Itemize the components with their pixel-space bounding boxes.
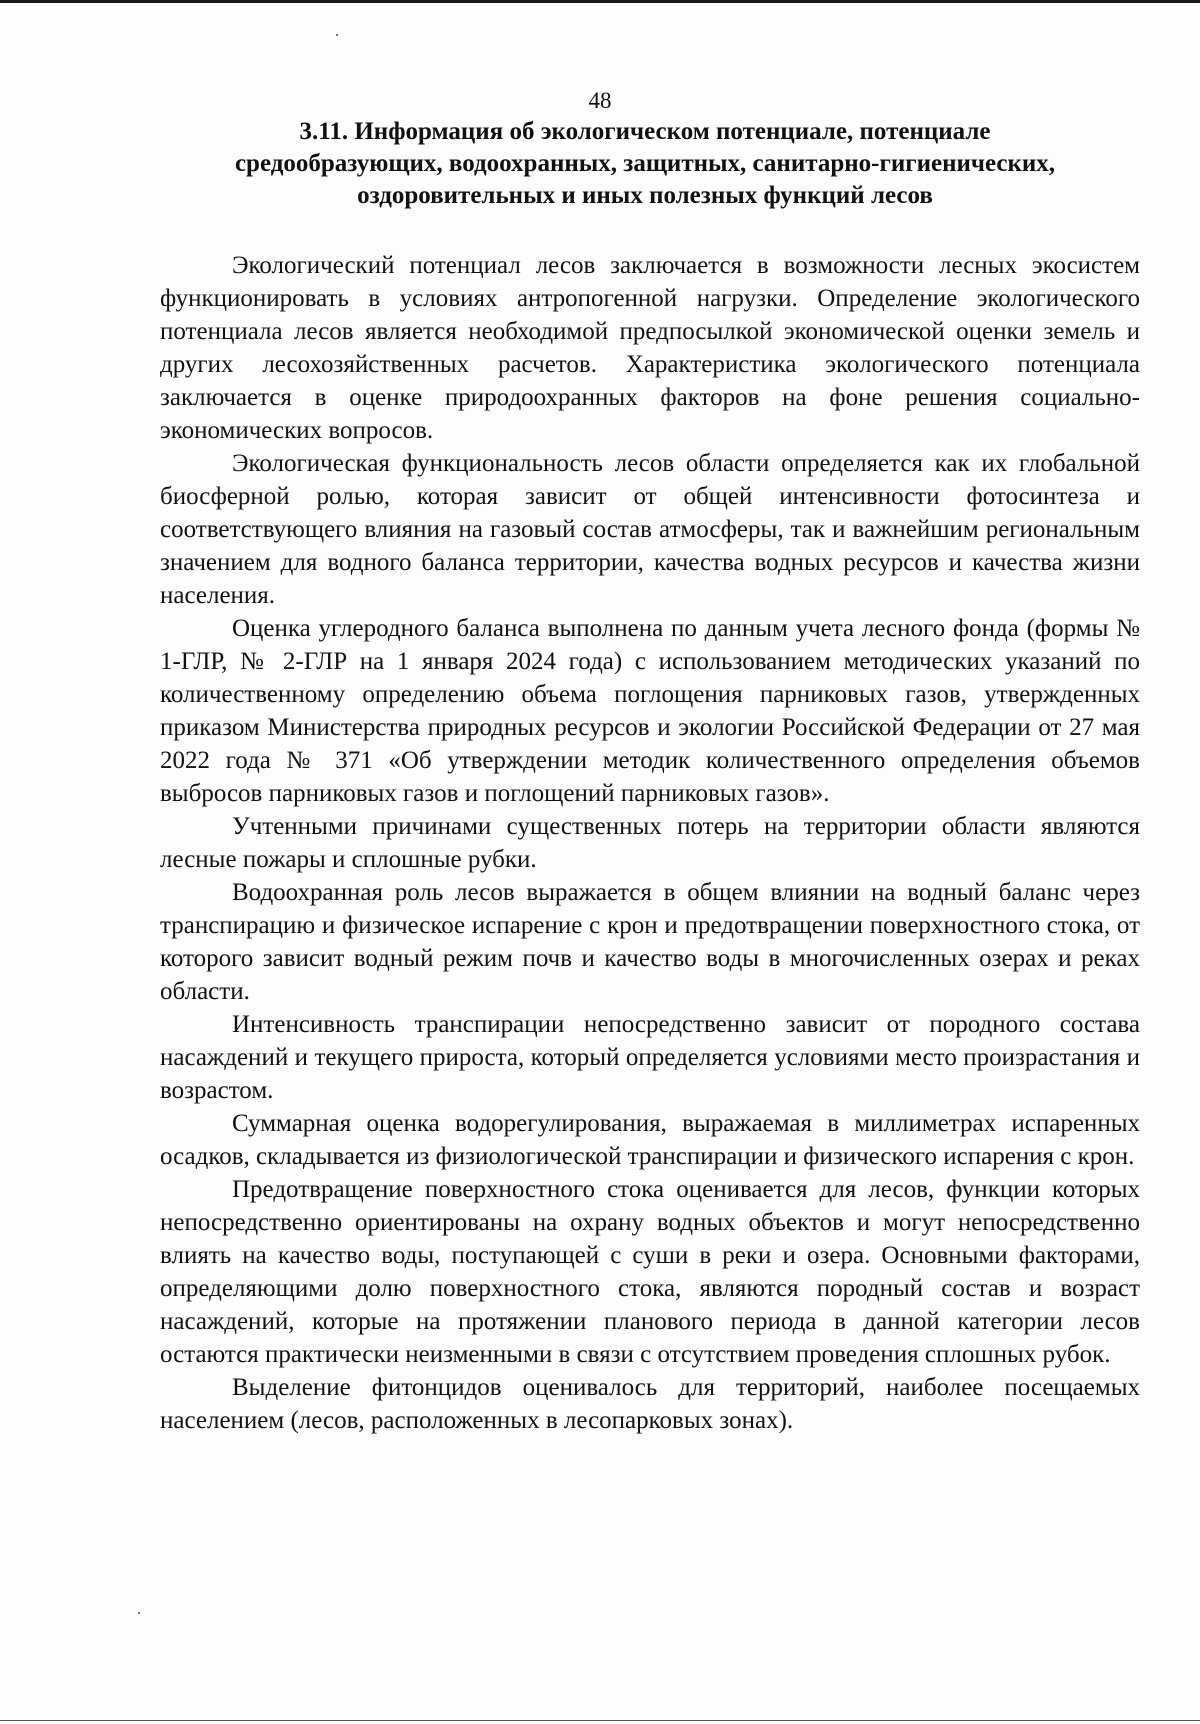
paragraph: Экологическая функциональность лесов области определяется как их глобальной биосферной ролью, которая зависит от общей интенсивности фотосинтеза и соответствующего влияния на газовый состав атмосферы, так и важнейшим региональным значением для водного баланса территории, качества водных ресурсов и качества жизни населения. bbox=[160, 450, 1140, 609]
scan-bottom-edge bbox=[0, 1720, 1200, 1721]
paragraph: Водоохранная роль лесов выражается в общем влиянии на водный баланс через транспирацию и физическое испарение с крон и предотвращении поверхностного стока, от которого зависит водный режим почв и качество воды в многочисленных озерах и реках области. bbox=[160, 879, 1140, 1005]
section-title-line: оздоровительных и иных полезных функций лесов bbox=[357, 182, 933, 209]
paragraph: Суммарная оценка водорегулирования, выражаемая в миллиметрах испаренных осадков, складывается из физиологической транспирации и физического испарения с крон. bbox=[160, 1110, 1140, 1170]
page-number: 48 bbox=[588, 88, 612, 113]
paragraph: Предотвращение поверхностного стока оценивается для лесов, функции которых непосредственно ориентированы на охрану водных объектов и могут непосредственно влиять на качество воды, поступающей с суши в реки и озера. Основными факторами, определяющими долю поверхностного стока, являются породный состав и возраст насаждений, которые на протяжении планового периода в данной категории лесов остаются практически неизменными в связи с отсутствием проведения сплошных рубок. bbox=[160, 1176, 1140, 1368]
paragraph: Экологический потенциал лесов заключается в возможности лесных экосистем функционировать в условиях антропогенной нагрузки. Определение экологического потенциала лесов является необходимой предпосылкой экономической оценки земель и других лесохозяйственных расчетов. Характеристика экологического потенциала заключается в оценке природоохранных факторов на фоне решения социально-экономических вопросов. bbox=[160, 252, 1140, 444]
paragraph: Выделение фитонцидов оценивалось для территорий, наиболее посещаемых населением (лесов, расположенных в лесопарковых зонах). bbox=[160, 1374, 1140, 1434]
scan-top-edge bbox=[0, 0, 1200, 3]
paragraph: Оценка углеродного баланса выполнена по данным учета лесного фонда (формы № 1-ГЛР, № 2-ГЛР на 1 января 2024 года) с использованием методических указаний по количественному определению объема поглощения парниковых газов, утвержденных приказом Министерства природных ресурсов и экологии Российской Федерации от 27 мая 2022 года № 371 «Об утверждении методик количественного определения объемов выбросов парниковых газов и поглощений парниковых газов». bbox=[160, 615, 1140, 807]
scan-speck bbox=[336, 34, 338, 36]
paragraph: Интенсивность транспирации непосредственно зависит от породного состава насаждений и текущего прироста, который определяется условиями место произрастания и возрастом. bbox=[160, 1011, 1140, 1104]
paragraph: Учтенными причинами существенных потерь на территории области являются лесные пожары и сплошные рубки. bbox=[160, 813, 1140, 873]
body-text bbox=[160, 249, 1140, 1437]
section-title-line: 3.11. Информация об экологическом потенциале, потенциале bbox=[299, 118, 991, 145]
section-title bbox=[150, 116, 1140, 212]
section-title-line: средообразующих, водоохранных, защитных, санитарно-гигиенических, bbox=[234, 150, 1056, 177]
scan-speck bbox=[138, 1612, 140, 1614]
